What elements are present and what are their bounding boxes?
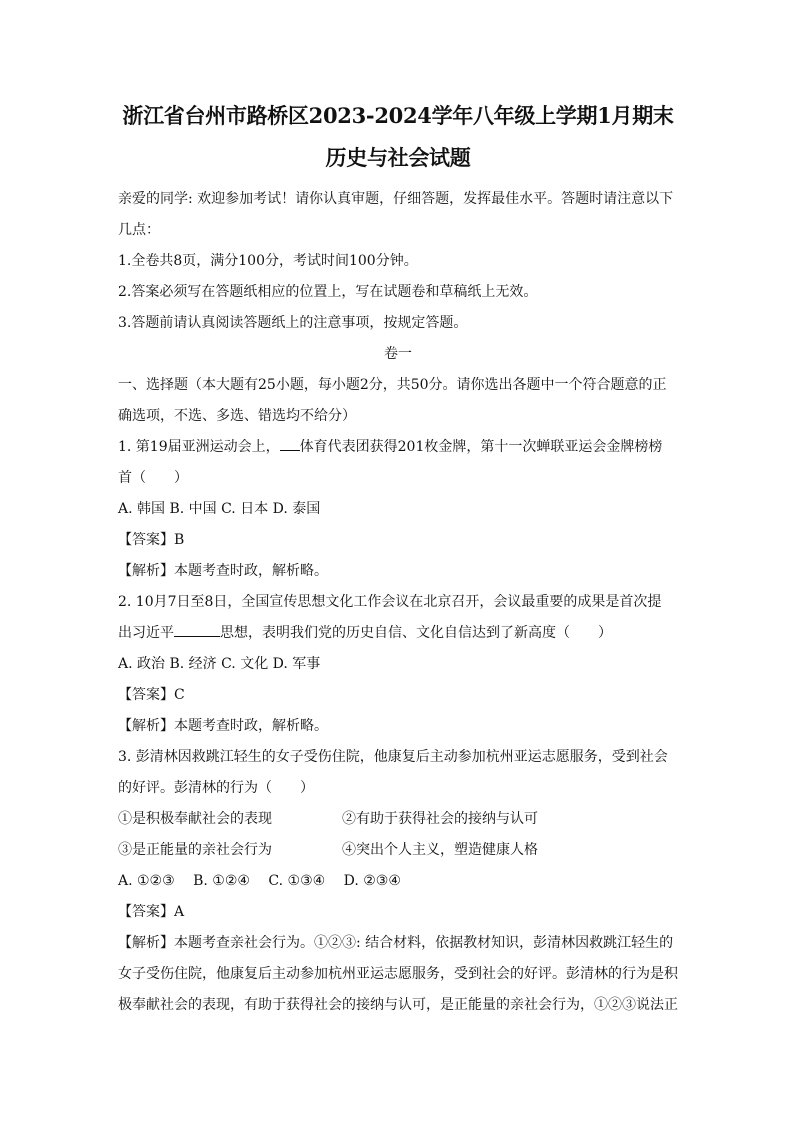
rule-item: 1.全卷共8页，满分100分，考试时间100分钟。 bbox=[118, 253, 418, 269]
question-2-answer: 【答案】C bbox=[118, 687, 185, 703]
question-1-stem-pre: 1. 第19届亚洲运动会上， bbox=[118, 439, 280, 455]
question-3-items-row bbox=[118, 804, 678, 835]
intro-line: 几点： bbox=[118, 222, 160, 238]
question-3-analysis: 【解析】本题考查亲社会行为。①②③: 结合材料，依据教材知识，彭清林因救跳江轻生的 bbox=[118, 935, 674, 951]
question-2-stem: 2. 10月7日至8日，全国宣传思想文化工作会议在北京召开，会议最重要的成果是首次提 bbox=[118, 594, 662, 610]
exam-subtitle: 历史与社会试题 bbox=[325, 145, 471, 170]
rule-item: 3.答题前请认真阅读答题纸上的注意事项，按规定答题。 bbox=[118, 315, 468, 331]
question-3-analysis: 极奉献社会的表现，有助于获得社会的接纳与认可，是正能量的亲社会行为，①②③说法正 bbox=[118, 997, 678, 1013]
question-3-item: ②有助于获得社会的接纳与认可 bbox=[342, 811, 538, 827]
question-3-item: ③是正能量的亲社会行为 bbox=[118, 842, 272, 858]
question-2-stem-line2-pre: 出习近平 bbox=[118, 625, 174, 641]
question-1-stem bbox=[118, 432, 678, 463]
question-2-options: A. 政治 B. 经济 C. 文化 D. 军事 bbox=[118, 656, 321, 672]
intro-line: 亲爱的同学: 欢迎参加考试！请你认真审题，仔细答题，发挥最佳水平。答题时请注意以下 bbox=[118, 191, 674, 207]
question-3-items-row bbox=[118, 835, 678, 866]
section-heading: 确选项，不选、多选、错选均不给分） bbox=[118, 408, 356, 424]
question-3-item: ④突出个人主义，塑造健康人格 bbox=[342, 842, 538, 858]
question-1-analysis: 【解析】本题考查时政，解析略。 bbox=[118, 563, 328, 579]
rule-item: 2.答案必须写在答题纸相应的位置上，写在试题卷和草稿纸上无效。 bbox=[118, 284, 538, 300]
question-3-analysis: 女子受伤住院，他康复后主动参加杭州亚运志愿服务，受到社会的好评。彭清林的行为是积 bbox=[118, 966, 678, 982]
question-2-analysis: 【解析】本题考查时政，解析略。 bbox=[118, 718, 328, 734]
answer-blank bbox=[174, 622, 220, 637]
question-3-answer: 【答案】A bbox=[118, 904, 185, 920]
question-1-stem-line2: 首（ ） bbox=[118, 470, 188, 486]
question-3-stem: 3. 彭清林因救跳江轻生的女子受伤住院，他康复后主动参加杭州亚运志愿服务，受到社会 bbox=[118, 749, 668, 765]
question-2-stem-line2 bbox=[118, 618, 678, 649]
question-1-stem-post: 体育代表团获得201枚金牌，第十一次蝉联亚运会金牌榜榜 bbox=[299, 439, 663, 455]
section-heading: 一、选择题（本大题有25小题，每小题2分，共50分。请你选出各题中一个符合题意的正 bbox=[118, 377, 667, 393]
question-2-stem-line2-post: 思想，表明我们党的历史自信、文化自信达到了新高度（ ） bbox=[220, 625, 612, 641]
question-1-options: A. 韩国 B. 中国 C. 日本 D. 泰国 bbox=[118, 501, 321, 517]
question-1-answer: 【答案】B bbox=[118, 532, 185, 548]
exam-page bbox=[118, 96, 678, 1021]
question-3-options: A. ①②③ B. ①②④ C. ①③④ D. ②③④ bbox=[118, 873, 401, 889]
answer-blank bbox=[280, 436, 300, 451]
question-3-item: ①是积极奉献社会的表现 bbox=[118, 811, 272, 827]
question-3-stem-line2: 的好评。彭清林的行为（ ） bbox=[118, 780, 314, 796]
volume-heading: 卷一 bbox=[384, 346, 412, 362]
exam-title: 浙江省台州市路桥区2023-2024学年八年级上学期1月期末 bbox=[122, 103, 674, 128]
